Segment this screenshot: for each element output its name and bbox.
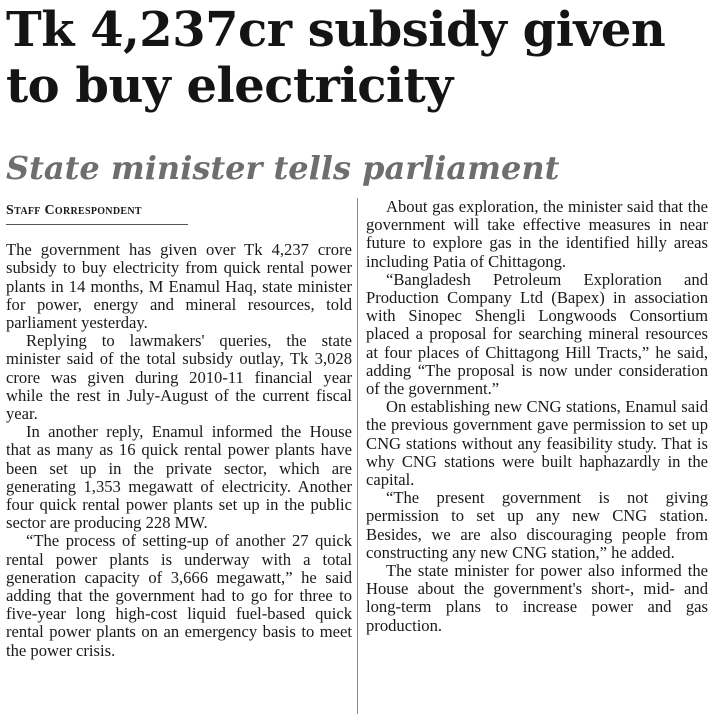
headline: Tk 4,237cr subsidy given to buy electricity <box>6 2 666 114</box>
paragraph: “The present government is not giving permission to set up any new CNG station. Besides, we are also discouraging people from constructing any new CNG station,” he added. <box>366 488 708 562</box>
column-divider <box>357 198 358 714</box>
paragraph: About gas exploration, the minister said that the government will take effective measures in near future to explore gas in the identified hilly areas including Patia of Chittagong. <box>366 197 708 271</box>
right-column <box>366 198 708 635</box>
subheadline: State minister tells parliament <box>6 149 560 187</box>
paragraph: The government has given over Tk 4,237 crore subsidy to buy electricity from quick rental power plants in 14 months, M Enamul Haq, state minister for power, energy and mineral resources, told parliament yesterday. <box>6 240 352 333</box>
paragraph: The state minister for power also informed the House about the government's short-, mid- and long-term plans to increase power and gas production. <box>366 561 708 635</box>
paragraph: Replying to lawmakers' queries, the state minister said of the total subsidy outlay, Tk 3,028 crore was given during 2010-11 financial year while the rest in July-August of the current fiscal year. <box>6 331 352 424</box>
paragraph: “The process of setting-up of another 27 quick rental power plants is underway with a total generation capacity of 3,666 megawatt,” he said adding that the government had to go for three to five-year long high-cost liquid fuel-based quick rental power plants on an emergency basis to meet the power crisis. <box>6 531 352 660</box>
paragraph: “Bangladesh Petroleum Exploration and Production Company Ltd (Bapex) in association with Sinopec Shengli Longwoods Consortium placed a proposal for searching mineral resources at four places of Chittagong Hill Tracts,” he said, adding “The proposal is now under consideration of the government.” <box>366 269 708 399</box>
byline: Staff Correspondent <box>6 202 188 225</box>
byline-spacer <box>6 227 352 241</box>
left-column <box>6 198 352 660</box>
paragraph: On establishing new CNG stations, Enamul said the previous government gave permission to set up CNG stations without any feasibility study. That is why CNG stations were built haphazardly in the capital. <box>366 397 708 490</box>
paragraph: In another reply, Enamul informed the House that as many as 16 quick rental power plants have been set up in the private sector, which are generating 1,353 megawatt of electricity. Another four quick rental power plants set up in the public sector are producing 228 MW. <box>6 422 352 533</box>
